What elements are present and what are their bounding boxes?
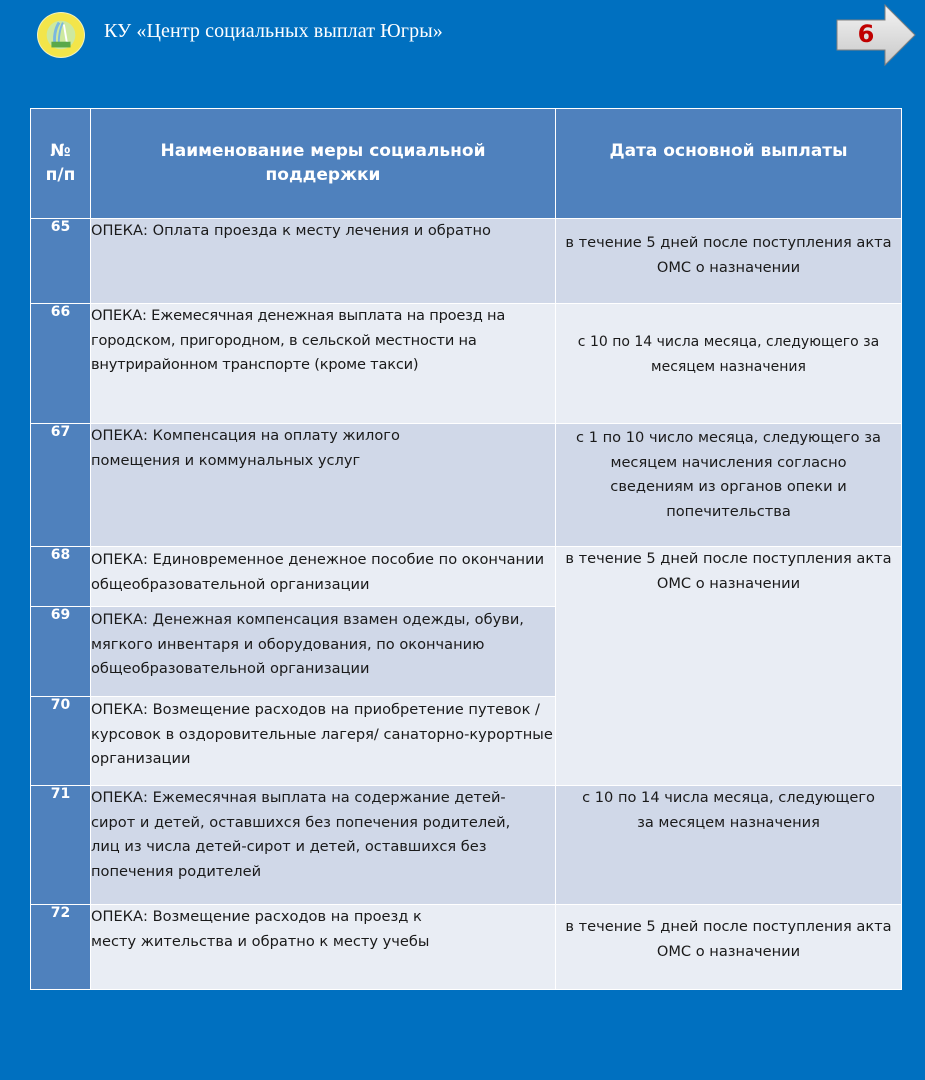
column-header-date: [556, 109, 902, 219]
row-number: 70: [31, 697, 91, 786]
column-header-date-text: Дата основной выплаты: [609, 141, 848, 161]
payment-date: с 1 по 10 число месяца, следующего за месяцем начисления согласно сведениям из органов опеки и попечительства: [556, 424, 902, 547]
row-number: 65: [31, 219, 91, 304]
next-page-button[interactable]: [835, 4, 917, 67]
payment-date: в течение 5 дней после поступления акта ОМС о назначении: [556, 905, 902, 990]
table-row: [31, 304, 902, 424]
row-number: 68: [31, 547, 91, 607]
table-row: [31, 905, 902, 990]
row-number: 66: [31, 304, 91, 424]
payment-date: в течение 5 дней после поступления акта ОМС о назначении: [556, 219, 902, 304]
column-header-num-line1: №: [50, 141, 71, 161]
payment-date: с 10 по 14 числа месяца, следующего за месяцем назначения: [556, 304, 902, 424]
measure-name: ОПЕКА: Ежемесячная выплата на содержание детей-сирот и детей, оставшихся без попечения родителей, лиц из числа детей-сирот и детей, оставшихся без попечения родителей: [91, 786, 556, 905]
table-header-row: [31, 109, 902, 219]
column-header-num-line2: п/п: [45, 165, 76, 185]
measure-name: ОПЕКА: Возмещение расходов на проезд к месту жительства и обратно к месту учебы: [91, 905, 556, 990]
measure-name: ОПЕКА: Ежемесячная денежная выплата на проезд на городском, пригородном, в сельской местности на внутрирайонном транспорте (кроме такси): [91, 304, 556, 424]
table-row: [31, 424, 902, 547]
measure-name: ОПЕКА: Оплата проезда к месту лечения и обратно: [91, 219, 556, 304]
column-header-name: [91, 109, 556, 219]
payment-schedule-table: [30, 108, 902, 990]
table-row: [31, 547, 902, 607]
page-number: 6: [857, 20, 875, 48]
row-number: 72: [31, 905, 91, 990]
org-emblem-icon: [37, 12, 85, 58]
measure-name: ОПЕКА: Компенсация на оплату жилого помещения и коммунальных услуг: [91, 424, 556, 547]
measure-name: ОПЕКА: Возмещение расходов на приобретение путевок / курсовок в оздоровительные лагеря/ санаторно-курортные организации: [91, 697, 556, 786]
column-header-num: [31, 109, 91, 219]
payment-date-merged: в течение 5 дней после поступления акта ОМС о назначении: [556, 547, 902, 786]
measure-name: ОПЕКА: Единовременное денежное пособие по окончании общеобразовательной организации: [91, 547, 556, 607]
row-number: 71: [31, 786, 91, 905]
org-name: КУ «Центр социальных выплат Югры»: [104, 20, 443, 42]
row-number: 67: [31, 424, 91, 547]
row-number: 69: [31, 607, 91, 697]
measure-name: ОПЕКА: Денежная компенсация взамен одежды, обуви, мягкого инвентаря и оборудования, по окончанию общеобразовательной организации: [91, 607, 556, 697]
payment-date: с 10 по 14 числа месяца, следующего за месяцем назначения: [556, 786, 902, 905]
column-header-name-text: Наименование меры социальной поддержки: [160, 141, 486, 185]
table-row: [31, 786, 902, 905]
table-row: [31, 219, 902, 304]
